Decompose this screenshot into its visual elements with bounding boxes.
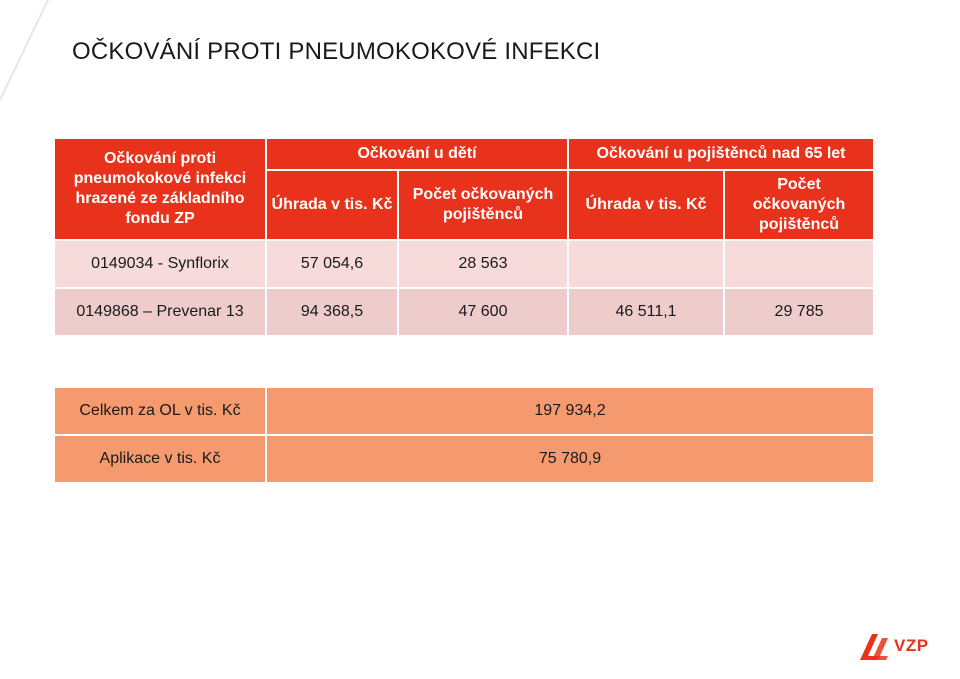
row-children-count: 47 600	[398, 288, 568, 336]
row-children-count: 28 563	[398, 240, 568, 288]
total-value: 197 934,2	[266, 387, 874, 435]
header-children: Očkování u dětí	[266, 138, 568, 170]
subheader-children-count: Počet očkovaných pojištěnců	[398, 170, 568, 240]
application-label: Aplikace v tis. Kč	[54, 435, 266, 483]
row-vaccine-name: 0149868 – Prevenar 13	[54, 288, 266, 336]
logo-text: VZP	[894, 636, 929, 655]
row-seniors-payment	[568, 240, 724, 288]
header-seniors: Očkování u pojištěnců nad 65 let	[568, 138, 874, 170]
total-label: Celkem za OL v tis. Kč	[54, 387, 266, 435]
table-row	[54, 240, 874, 288]
subheader-children-payment: Úhrada v tis. Kč	[266, 170, 398, 240]
row-seniors-count: 29 785	[724, 288, 874, 336]
table-row	[54, 288, 874, 336]
totals-table	[53, 386, 875, 484]
vaccination-table	[53, 137, 875, 337]
row-vaccine-name: 0149034 - Synflorix	[54, 240, 266, 288]
page-title: OČKOVÁNÍ PROTI PNEUMOKOKOVÉ INFEKCI	[72, 38, 601, 65]
row-seniors-count	[724, 240, 874, 288]
subheader-seniors-count: Počet očkovaných pojištěnců	[724, 170, 874, 240]
row-seniors-payment: 46 511,1	[568, 288, 724, 336]
row-children-payment: 94 368,5	[266, 288, 398, 336]
totals-row	[54, 387, 874, 435]
row-children-payment: 57 054,6	[266, 240, 398, 288]
application-row	[54, 435, 874, 483]
application-value: 75 780,9	[266, 435, 874, 483]
subheader-seniors-payment: Úhrada v tis. Kč	[568, 170, 724, 240]
corner-header: Očkování proti pneumokokové infekci hrazené ze základního fondu ZP	[54, 138, 266, 240]
